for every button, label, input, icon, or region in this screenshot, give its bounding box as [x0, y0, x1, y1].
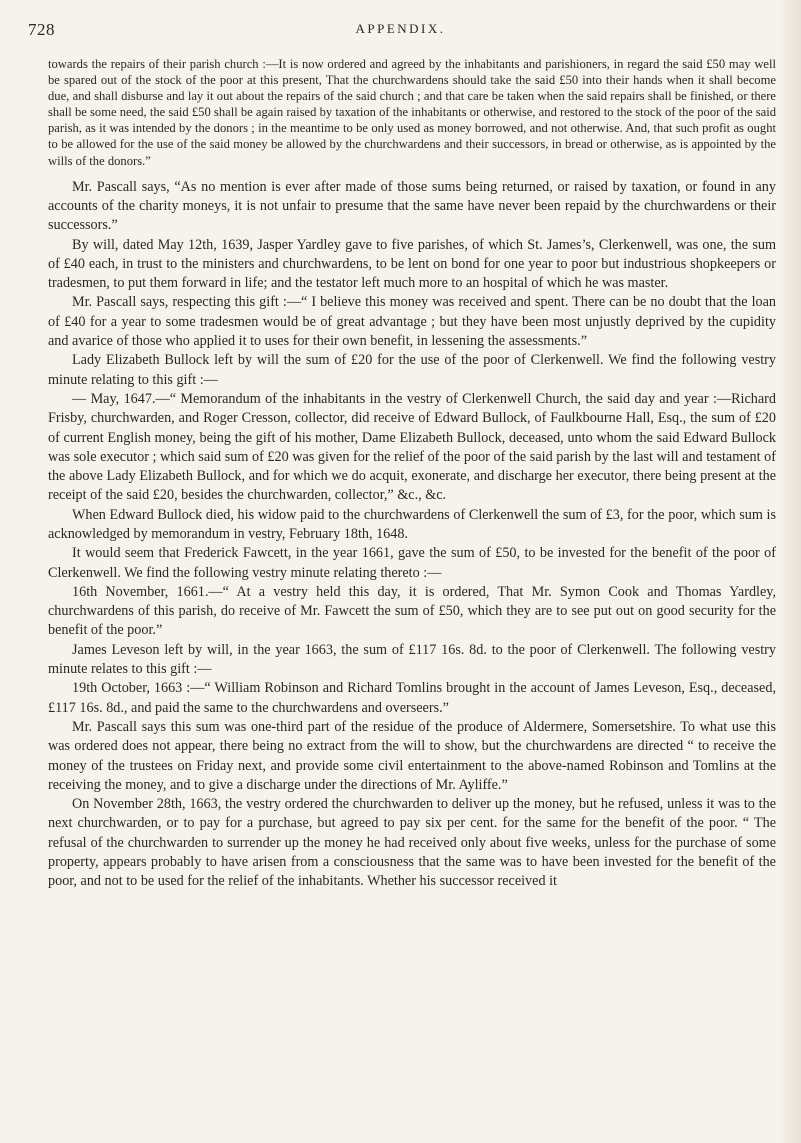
paragraph-bullock-memorandum: — May, 1647.—“ Memorandum of the inhabitants in the vestry of Clerkenwell Church, the said day and year :—Richard Frisby, churchwarden, and Roger Cresson, collector, did receive of Edward Bullock, of Faulkbourne Hall, Esq., the sum of £20 of current English money, being the gift of his mother, Dame Elizabeth Bullock, deceased, unto whom the said Edward Bullock was sole executor ; which said sum of £20 was given for the relief of the poor of the said parish by the last will and testament of the above Lady Elizabeth Bullock, and for which we do acquit, exonerate, and discharge her executor, there being present at the receipt of the said £20, besides the churchwarden, collector,” &c., &c.	[48, 390, 776, 504]
paragraph-leveson-vestry: 19th October, 1663 :—“ William Robinson and Richard Tomlins brought in the account of James Leveson, Esq., deceased, £117 16s. 8d., and paid the same to the churchwardens and overseers.”	[48, 680, 776, 716]
body-text	[48, 56, 776, 892]
paragraph-bullock-will: Lady Elizabeth Bullock left by will the sum of £20 for the use of the poor of Clerkenwell. We find the following vestry minute relating to this gift :—	[48, 352, 776, 388]
quoted-extract: towards the repairs of their parish church :—It is now ordered and agreed by the inhabitants and parishioners, in regard the said £50 may well be spared out of the stock of the poor at this present, That the churchwardens should take the said £50 into their hands when it shall become due, and shall disburse and lay it out about the repairs of the said church ; and that care be taken when the said repairs shall be finished, or there shall be some need, the said £50 shall be again raised by taxation of the inhabitants or otherwise, and restored to the stock of the poor of the said parish, as it was intended by the donors ; in the meantime to be only used as money borrowed, and not otherwise. And, that such profit as ought to be allowed for the use of the said money be allowed by the churchwardens and their successors, in bread or otherwise, as is appointed by the wills of the donors.”	[48, 57, 776, 168]
paragraph-pascall-gift: Mr. Pascall says, respecting this gift :—“ I believe this money was received and spent. There can be no doubt that the loan of £40 for a year to some tradesmen would be of great advantage ; but they have been most unjustly deprived by the cupidity and avarice of those who applied it to uses for their own benefit, in lessening the assessments.”	[48, 294, 776, 350]
page-header	[28, 20, 773, 42]
paragraph-leveson-will: James Leveson left by will, in the year 1663, the sum of £117 16s. 8d. to the poor of Clerkenwell. The following vestry minute relates to this gift :—	[48, 641, 776, 678]
paragraph-aldermere: Mr. Pascall says this sum was one-third part of the residue of the produce of Aldermere, Somersetshire. To what use this was ordered does not appear, there being no extract from the will to show, but the churchwardens are directed “ to receive the money of the trustees on Friday next, and provide some civil entertainment to the above-named Robinson and Tomlins at the receiving the money, and to give a discharge under the directions of Mr. Ayliffe.”	[48, 718, 776, 793]
paragraph-fawcett-gift: It would seem that Frederick Fawcett, in the year 1661, gave the sum of £50, to be invested for the benefit of the poor of Clerkenwell. We find the following vestry minute relating thereto :—	[48, 545, 776, 581]
paragraph-pascall-remark: Mr. Pascall says, “As no mention is ever after made of those sums being returned, or raised by taxation, or found in any accounts of the charity moneys, it is not unfair to presume that the same have never been repaid by the churchwardens or their successors.”	[48, 178, 776, 234]
running-head: APPENDIX.	[355, 21, 446, 36]
paragraph-churchwarden-refusal: On November 28th, 1663, the vestry ordered the churchwarden to deliver up the money, but he refused, unless it was to the next churchwarden, or to pay for a purchase, but agreed to pay six per cent. for the same for the benefit of the poor. “ The refusal of the churchwarden to surrender up the money he had received only about five weeks, unless for the purchase of some property, appears probably to have arisen from a consciousness that the same was to have been invested for the benefit of the poor, and not to be used for the relief of the inhabitants. Whether his successor received it	[48, 796, 776, 890]
page-edge-shadow	[779, 0, 801, 1143]
page-number: 728	[28, 20, 55, 39]
paragraph-bullock-widow: When Edward Bullock died, his widow paid to the churchwardens of Clerkenwell the sum of £3, for the poor, which sum is acknowledged by memorandum in vestry, February 18th, 1648.	[48, 506, 776, 542]
paragraph-fawcett-vestry: 16th November, 1661.—“ At a vestry held this day, it is ordered, That Mr. Symon Cook and Thomas Yardley, churchwardens of this parish, do receive of Mr. Fawcett the sum of £50, which they are to see put out on good security for the benefit of the poor.”	[48, 583, 776, 639]
paragraph-yardley-will: By will, dated May 12th, 1639, Jasper Yardley gave to five parishes, of which St. James’s, Clerkenwell, was one, the sum of £40 each, in trust to the ministers and churchwardens, to be lent on bond for one year to poor but industrious shopkeepers or tradesmen, to put them forward in life; and the testator left much more to an hospital of which he was master.	[48, 236, 776, 292]
